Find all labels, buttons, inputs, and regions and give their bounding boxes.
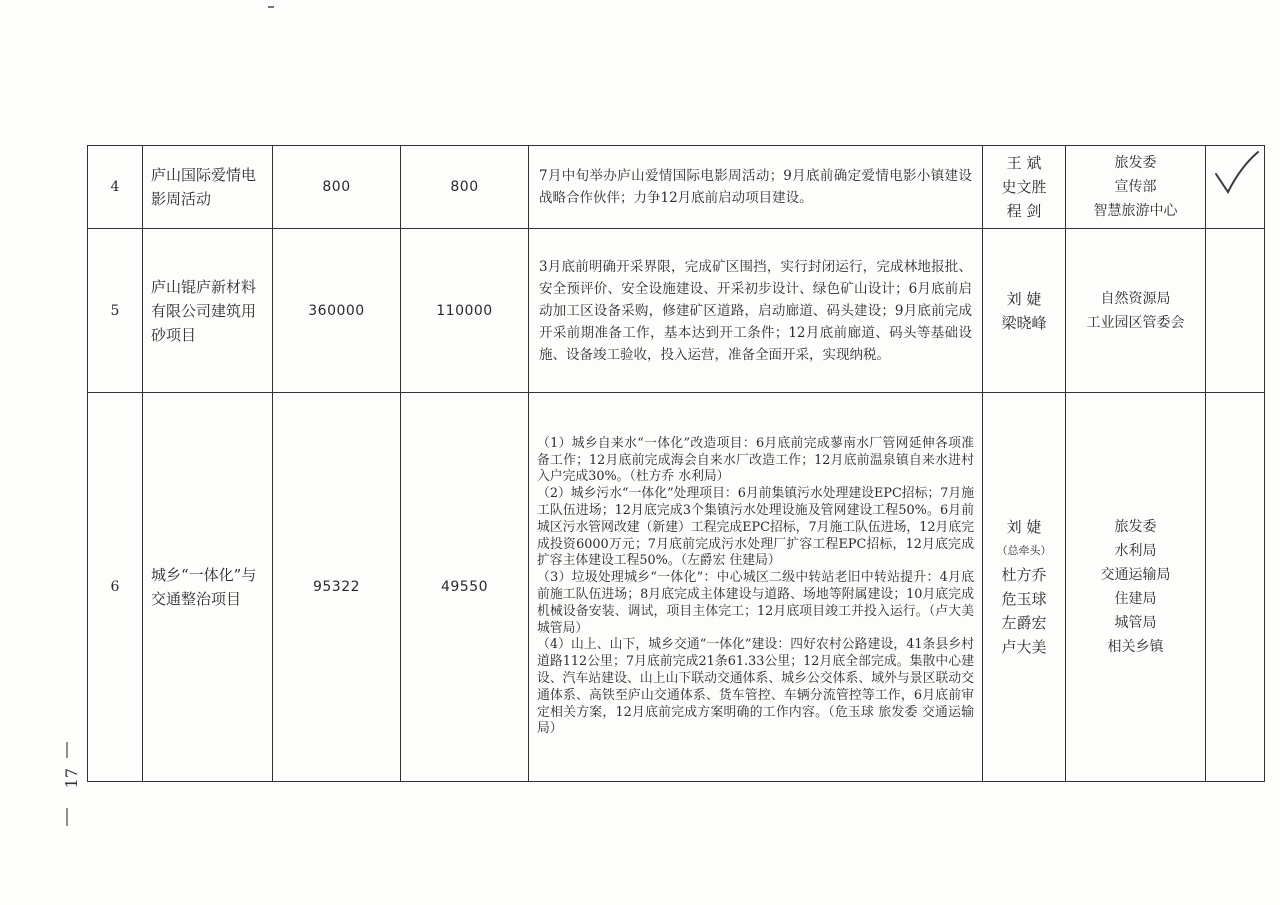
task-text: 7月中旬举办庐山爱情国际电影周活动；9月底前确定爱情电影小镇建设战略合作伙伴；力争12月底前启动项目建设。: [539, 168, 972, 206]
leader-name: 刘 婕: [1006, 518, 1042, 536]
leader-name: 梁晓峰: [1001, 313, 1047, 332]
department-name: 相关乡镇: [1107, 639, 1164, 655]
table-row: [88, 229, 1265, 393]
task-item: （3）垃圾处理城乡“一体化”：中心城区二级中转站老旧中转站提升：4月底前施工队伍进场；8月底完成主体建设与道路、场地等附属建设；10月底完成机械设备安装、调试，项目主体完工；12月底项目竣工并投入运行。（卢大美 城管局）: [537, 570, 974, 636]
row-number: 4: [88, 146, 143, 229]
departments-cell: [1066, 146, 1206, 229]
total-investment: 800: [273, 146, 401, 229]
remarks-cell: [1206, 229, 1265, 393]
departments-cell: [1066, 393, 1206, 782]
department-name: 宣传部: [1114, 179, 1157, 195]
annual-investment: 800: [401, 146, 529, 229]
annual-investment: 49550: [401, 393, 529, 782]
department-name: 自然资源局: [1100, 290, 1171, 307]
department-name: 城管局: [1114, 615, 1157, 631]
departments-cell: [1066, 229, 1206, 393]
task-item: （4）山上、山下，城乡交通“一体化”建设：四好农村公路建设，41条县乡村道路112公里；7月底前完成21条61.33公里；12月底全部完成。集散中心建设、汽车站建设、山上山下联动交通体系、城乡公交体系、域外与景区联动交通体系、高铁至庐山交通体系、货车管控、车辆分流管控等工作，6月底前审定相关方案，12月底前完成方案明确的工作内容。（危玉球 旅发委 交通运输局）: [537, 637, 974, 737]
total-investment: 95322: [273, 393, 401, 782]
leader-name: 杜方乔: [1001, 566, 1047, 584]
department-name: 交通运输局: [1100, 567, 1171, 583]
leader-name: 危玉球: [1001, 590, 1047, 608]
leader-name: 卢大美: [1001, 638, 1047, 656]
remarks-cell: [1206, 393, 1265, 782]
department-name: 工业园区管委会: [1086, 314, 1185, 331]
task-text: 3月底前明确开采界限，完成矿区围挡，实行封闭运行，完成林地报批、安全预评价、安全设施建设、开采初步设计、绿色矿山设计；6月底前启动加工区设备采购，修建矿区道路，启动廊道、码头建设；9月底前完成开采前期准备工作，基本达到开工条件；12月底前廊道、码头等基础设施、设备竣工验收，投入运营，准备全面开采，实现纳税。: [539, 258, 972, 363]
leader-name: 王 斌: [1006, 154, 1042, 172]
page-number: 17: [62, 768, 81, 789]
project-table: [87, 145, 1265, 782]
department-name: 智慧旅游中心: [1093, 203, 1178, 219]
leader-name: 左爵宏: [1001, 614, 1047, 632]
department-name: 旅发委: [1114, 519, 1157, 535]
task-cell: [529, 146, 983, 229]
handwritten-check-icon: [1212, 150, 1262, 200]
table-row: [88, 393, 1265, 782]
task-cell: [529, 393, 983, 782]
leaders-cell: [983, 393, 1066, 782]
leader-name: 程 剑: [1006, 202, 1042, 220]
row-number: 6: [88, 393, 143, 782]
task-item: （1）城乡自来水“一体化”改造项目：6月底前完成蓼南水厂管网延伸各项准备工作；12月底前完成海会自来水厂改造工作；12月底前温泉镇自来水进村入户完成30%。（杜方乔 水利局）: [537, 435, 974, 485]
scan-speck: [268, 6, 274, 8]
project-name: 庐山锟庐新材料有限公司建筑用砂项目: [143, 229, 273, 393]
leader-name: 刘 婕: [1006, 289, 1042, 308]
total-investment: 360000: [273, 229, 401, 393]
task-item: （2）城乡污水“一体化”处理项目：6月前集镇污水处理建设EPC招标；7月施工队伍进场；12月底完成3个集镇污水处理设施及管网建设工程50%。6月前城区污水管网改建（新建）工程完成EPC招标，7月施工队伍进场，12月底完成投资6000万元；7月底前完成污水处理厂扩容工程EPC招标，12月底完成扩容主体建设工程50%。（左爵宏 住建局）: [537, 486, 974, 569]
table-row: [88, 146, 1265, 229]
leader-name: 史文胜: [1001, 178, 1047, 196]
department-name: 旅发委: [1114, 155, 1157, 171]
leaders-cell: [983, 146, 1066, 229]
task-cell: [529, 229, 983, 393]
annual-investment: 110000: [401, 229, 529, 393]
leaders-cell: [983, 229, 1066, 393]
project-name: 庐山国际爱情电影周活动: [143, 146, 273, 229]
department-name: 水利局: [1114, 543, 1157, 559]
project-name: 城乡“一体化”与交通整治项目: [143, 393, 273, 782]
row-number: 5: [88, 229, 143, 393]
leader-role-note: （总牵头）: [996, 544, 1052, 557]
department-name: 住建局: [1114, 591, 1157, 607]
